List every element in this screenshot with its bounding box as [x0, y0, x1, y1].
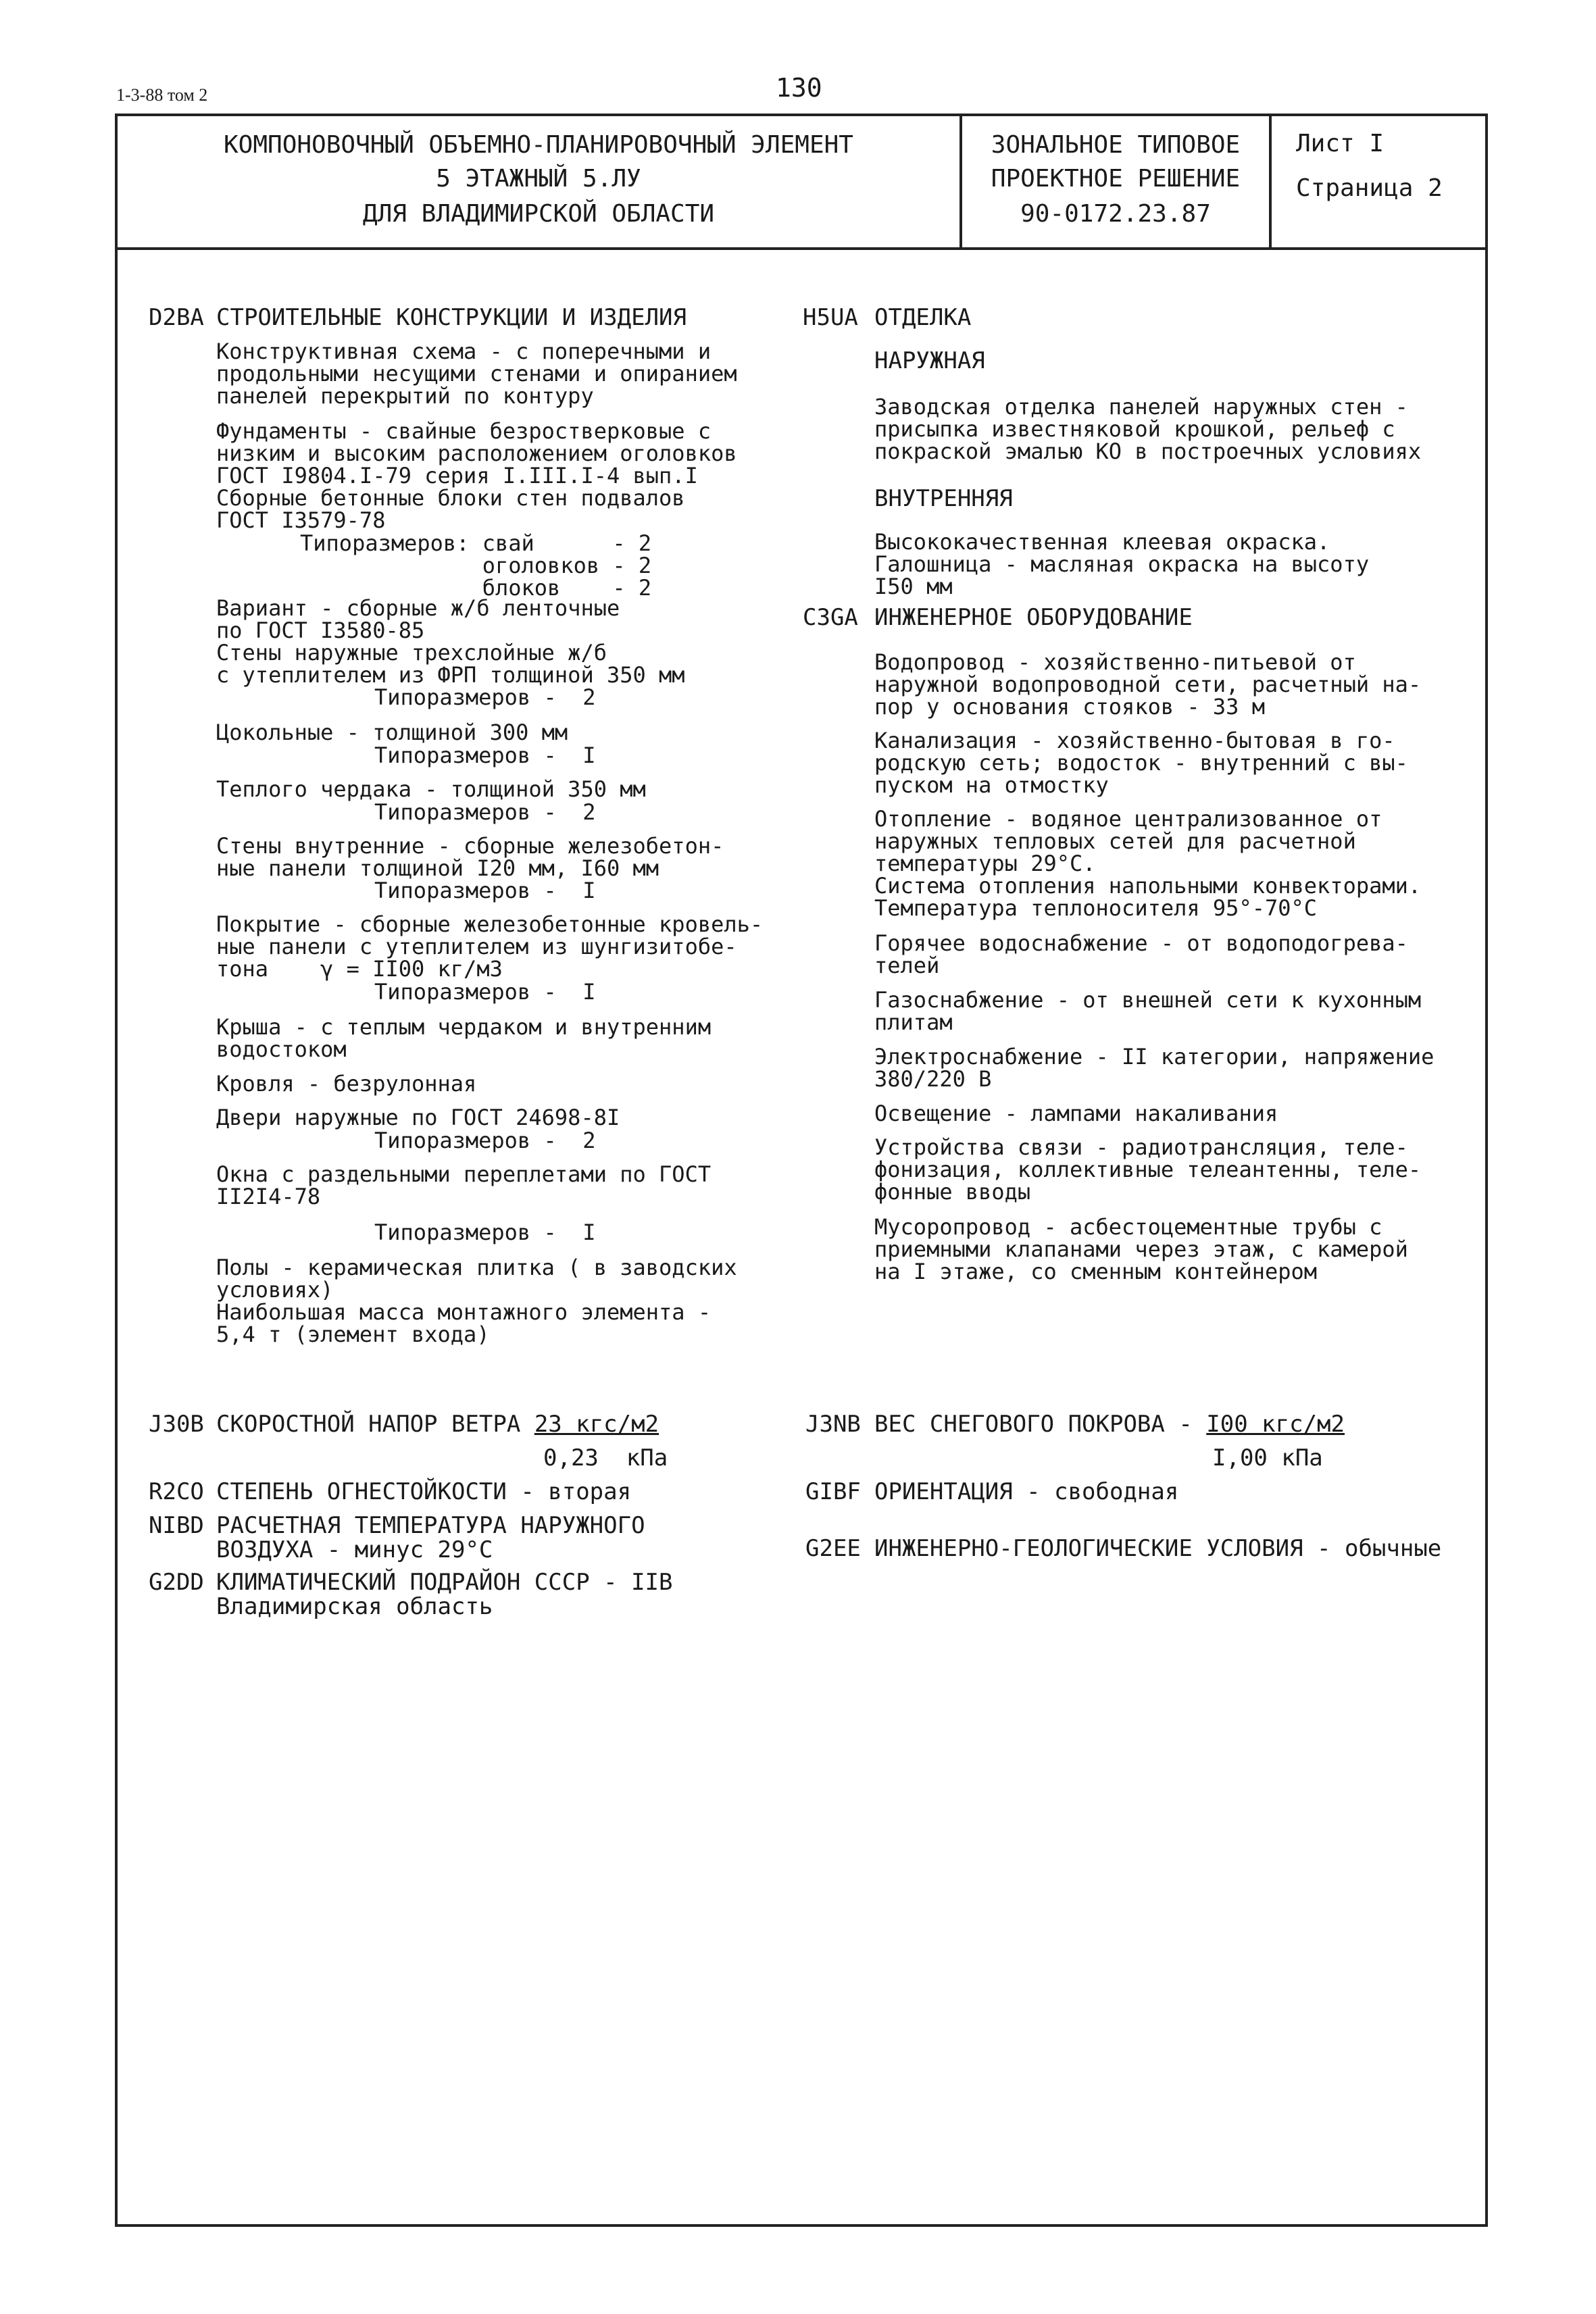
sewerage: Канализация - хозяйственно-бытовая в го- родскую сеть; водосток - внутренний с вы- пуском на отмостку [874, 728, 1408, 798]
heating: Отопление - водяное централизованное от наружных тепловых сетей для расчетной температуры 29°С. Система отопления напольными конвекторами. Температура теплоносителя 95°-70°С [874, 806, 1422, 921]
windows-types: Типоразмеров - I [374, 1219, 596, 1245]
header-title-line-1: КОМПОНОВОЧНЫЙ ОБЪЕМНО-ПЛАНИРОВОЧНЫЙ ЭЛЕМЕНТ [224, 131, 853, 159]
header-title-line-2: 5 ЭТАЖНЫЙ 5.ЛУ [436, 165, 641, 193]
section-title-engineering: ИНЖЕНЕРНОЕ ОБОРУДОВАНИЕ [874, 604, 1193, 631]
header-divider-2 [1269, 114, 1272, 249]
outer-doors: Двери наружные по ГОСТ 24698-8I [216, 1105, 620, 1130]
header-title-line-3: ДЛЯ ВЛАДИМИРСКОЙ ОБЛАСТИ [362, 200, 715, 228]
code-j30b: J30B [149, 1411, 204, 1438]
code-g2dd: G2DD [149, 1569, 204, 1596]
wind-pressure-value: 23 кгс/м2 [534, 1411, 659, 1438]
roofing: Кровля - безрулонная [216, 1071, 477, 1097]
outer-finishing-title: НАРУЖНАЯ [874, 347, 985, 374]
structural-scheme: Конструктивная схема - с поперечными и продольными несущими стенами и опиранием панелей перекрытий по контуру [216, 338, 737, 409]
zone-line-1: ЗОНАЛЬНОЕ ТИПОВОЕ [991, 131, 1241, 159]
section-code-h5ua: H5UA [803, 304, 858, 331]
roof-covering-panels: Покрытие - сборные железобетонные кровель- ные панели с утеплителем из шунгизитобе- тона γ = II00 кг/м3 [216, 911, 764, 982]
section-title-finishing: ОТДЕЛКА [874, 304, 972, 331]
lighting: Освещение - лампами накаливания [874, 1101, 1278, 1126]
plinth-walls-types: Типоразмеров - I [374, 743, 596, 768]
garbage-chute: Мусоропровод - асбестоцементные трубы с приемными клапанами через этаж, с камерой на I этаже, со сменным контейнером [874, 1214, 1408, 1284]
hot-water-supply: Горячее водоснабжение - от водоподогрева- телей [874, 930, 1408, 978]
orientation: ОРИЕНТАЦИЯ - свободная [874, 1478, 1179, 1505]
attic-walls: Теплого чердака - толщиной 350 мм [216, 776, 646, 802]
code-r2co: R2CO [149, 1478, 204, 1505]
code-g2ee: G2EE [805, 1535, 861, 1562]
zone-line-2: ПРОЕКТНОЕ РЕШЕНИЕ [991, 165, 1241, 193]
variant-and-outer-walls: Вариант - сборные ж/б ленточные по ГОСТ I3580-85 Стены наружные трехслойные ж/б с утеплителем из ФРП толщиной 350 мм [216, 595, 685, 688]
inner-walls: Стены внутренние - сборные железобетон- ные панели толщиной I20 мм, I60 мм [216, 833, 724, 881]
section-code-c3ga: C3GA [803, 604, 858, 631]
gas-supply: Газоснабжение - от внешней сети к кухонным плитам [874, 987, 1422, 1035]
section-title-constructions: СТРОИТЕЛЬНЫЕ КОНСТРУКЦИИ И ИЗДЕЛИЯ [216, 304, 687, 331]
outer-doors-types: Типоразмеров - 2 [374, 1128, 596, 1153]
outdoor-temperature: РАСЧЕТНАЯ ТЕМПЕРАТУРА НАРУЖНОГО ВОЗДУХА - минус 29°С [216, 1512, 645, 1563]
windows: Окна с раздельными переплетами по ГОСТ II2I4-78 [216, 1161, 712, 1209]
wind-pressure-kpa: 0,23 кПа [543, 1444, 668, 1472]
code-g1bf: GIBF [805, 1478, 861, 1505]
roof: Крыша - с теплым чердаком и внутренним водостоком [216, 1014, 712, 1062]
attic-walls-types: Типоразмеров - 2 [374, 799, 596, 825]
communications: Устройства связи - радиотрансляция, теле- фонизация, коллективные телеантенны, теле- фонные вводы [874, 1134, 1422, 1205]
header-divider [115, 247, 1488, 250]
document-reference: 1-3-88 том 2 [116, 85, 208, 105]
snow-load-label [874, 1412, 1345, 1436]
section-code-d2ba: D2BA [149, 304, 204, 331]
inner-finishing-title: ВНУТРЕННЯЯ [874, 485, 1013, 512]
foundation-types: Типоразмеров: свай - 2 оголовков - 2 блоков - 2 [300, 530, 652, 601]
foundations: Фундаменты - свайные безростверковые с низким и высоким расположением оголовков ГОСТ I9804.I-79 серия I.III.I-4 вып.I Сборные бетонные блоки стен подвалов ГОСТ I3579-78 [216, 418, 737, 533]
wind-pressure-label [216, 1412, 659, 1436]
floors-and-max-mass: Полы - керамическая плитка ( в заводских условиях) Наибольшая масса монтажного элемента - 5,4 т (элемент входа) [216, 1255, 737, 1347]
climatic-subregion: КЛИМАТИЧЕСКИЙ ПОДРАЙОН СССР - IIВ Владимирская область [216, 1569, 673, 1620]
inner-finishing-text: Высококачественная клеевая окраска. Галошница - масляная окраска на высоту I50 мм [874, 529, 1370, 599]
power-supply: Электроснабжение - II категории, напряжение 380/220 В [874, 1044, 1435, 1092]
code-j3nb: J3NB [805, 1411, 861, 1438]
outer-walls-types: Типоразмеров - 2 [374, 684, 596, 710]
geological-conditions: ИНЖЕНЕРНО-ГЕОЛОГИЧЕСКИЕ УСЛОВИЯ - обычные [874, 1535, 1442, 1562]
zone-line-3: 90-0172.23.87 [1020, 200, 1211, 228]
roof-covering-types: Типоразмеров - I [374, 979, 596, 1005]
plinth-walls: Цокольные - толщиной 300 мм [216, 720, 568, 745]
snow-load-text: ВЕС СНЕГОВОГО ПОКРОВА - [874, 1411, 1207, 1438]
sheet-label: Лист I [1296, 130, 1385, 157]
water-supply: Водопровод - хозяйственно-питьевой от наружной водопроводной сети, расчетный на- пор у основания стояков - 33 м [874, 649, 1422, 720]
outer-finishing-text: Заводская отделка панелей наружных стен - присыпка известняковой крошкой, рельеф с покраской эмалью КО в построечных условиях [874, 394, 1422, 464]
snow-load-value: I00 кгс/м2 [1206, 1411, 1345, 1438]
wind-pressure-text: СКОРОСТНОЙ НАПОР ВЕТРА [216, 1411, 534, 1438]
inner-walls-types: Типоразмеров - I [374, 878, 596, 903]
page-number: 130 [776, 73, 822, 103]
page-label: Страница 2 [1296, 174, 1443, 202]
snow-load-kpa: I,00 кПа [1212, 1444, 1323, 1472]
fire-resistance: СТЕПЕНЬ ОГНЕСТОЙКОСТИ - вторая [216, 1478, 632, 1505]
code-n1bd: NIBD [149, 1512, 204, 1539]
